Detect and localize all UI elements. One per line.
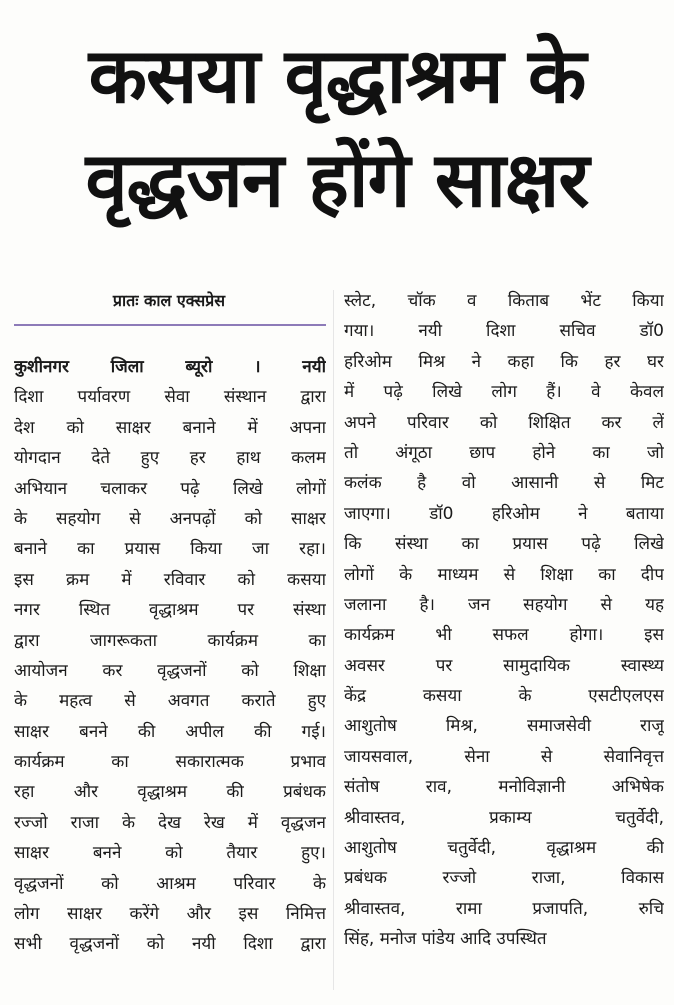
- text-line: अपने परिवार को शिक्षित कर लें: [344, 412, 664, 433]
- text-line: साक्षर बनने को तैयार हुए।: [14, 843, 326, 864]
- text-line: कि संस्था का प्रयास पढ़े लिखे: [344, 534, 664, 555]
- text-line: सभी वृद्धजनों को नयी दिशा द्वारा: [14, 934, 326, 955]
- text-line: [14, 352, 326, 382]
- text-line: नगर स्थित वृद्धाश्रम पर संस्था: [14, 600, 326, 621]
- headline-line-2: वृद्धजन होंगे साक्षर: [85, 135, 589, 224]
- text-line: अभियान चलाकर पढ़े लिखे लोगों: [14, 478, 326, 499]
- text-line: साक्षर बनने की अपील की गई।: [14, 721, 326, 742]
- headline-line-1: कसया वृद्धाश्रम के: [88, 31, 586, 120]
- text-line: के महत्व से अवगत कराते हुए: [14, 691, 326, 712]
- dateline: कुशीनगर जिला ब्यूरो । नयी: [14, 357, 326, 377]
- article-column-left: [14, 352, 326, 960]
- text-line: आशुतोष मिश्र, समाजसेवी राजू: [344, 716, 664, 737]
- article-column-right: [344, 286, 664, 955]
- text-line: जलाना है। जन सहयोग से यह: [344, 594, 664, 615]
- text-line: बनाने का प्रयास किया जा रहा।: [14, 539, 326, 560]
- text-line: रहा और वृद्धाश्रम की प्रबंधक: [14, 782, 326, 803]
- text-line: योगदान देते हुए हर हाथ कलम: [14, 448, 326, 469]
- text-line: श्रीवास्तव, रामा प्रजापति, रुचि: [344, 898, 664, 919]
- text-line: दिशा पर्यावरण सेवा संस्थान द्वारा: [14, 387, 326, 408]
- byline-divider: [14, 324, 326, 326]
- text-line: में पढ़े लिखे लोग हैं। वे केवल: [344, 382, 664, 403]
- text-line: अवसर पर सामुदायिक स्वास्थ्य: [344, 655, 664, 676]
- text-line: कार्यक्रम भी सफल होगा। इस: [344, 625, 664, 646]
- text-line: रज्जो राजा के देख रेख में वृद्धजन: [14, 812, 326, 833]
- text-line: देश को साक्षर बनाने में अपना: [14, 417, 326, 438]
- text-line: हरिओम मिश्र ने कहा कि हर घर: [344, 351, 664, 372]
- text-line: तो अंगूठा छाप होने का जो: [344, 442, 664, 463]
- text-line: वृद्धजनों को आश्रम परिवार के: [14, 873, 326, 894]
- text-line: केंद्र कसया के एसटीएलएस: [344, 686, 664, 707]
- text-line: आयोजन कर वृद्धजनों को शिक्षा: [14, 660, 326, 681]
- text-line: लोग साक्षर करेंगे और इस निमित्त: [14, 904, 326, 925]
- text-line: के सहयोग से अनपढ़ों को साक्षर: [14, 508, 326, 529]
- text-line: कार्यक्रम का सकारात्मक प्रभाव: [14, 752, 326, 773]
- byline: प्रातः काल एक्सप्रेस: [112, 291, 226, 310]
- text-line: आशुतोष चतुर्वेदी, वृद्धाश्रम की: [344, 838, 664, 859]
- text-line: गया। नयी दिशा सचिव डॉ0: [344, 321, 664, 342]
- text-line: स्लेट, चॉक व किताब भेंट किया: [344, 291, 664, 311]
- text-line: जायसवाल, सेना से सेवानिवृत्त: [344, 746, 664, 767]
- text-line: सिंह, मनोज पांडेय आदि उपस्थित: [344, 929, 547, 950]
- column-divider: [333, 290, 334, 990]
- text-line: श्रीवास्तव, प्रकाम्य चतुर्वेदी,: [344, 807, 664, 828]
- text-line: द्वारा जागरूकता कार्यक्रम का: [14, 630, 326, 651]
- text-line: इस क्रम में रविवार को कसया: [14, 569, 326, 590]
- text-line: प्रबंधक रज्जो राजा, विकास: [344, 868, 664, 889]
- text-line: जाएगा। डॉ0 हरिओम ने बताया: [344, 503, 664, 524]
- text-line: संतोष राव, मनोविज्ञानी अभिषेक: [344, 777, 664, 798]
- text-line: कलंक है वो आसानी से मिट: [344, 473, 664, 494]
- text-line: लोगों के माध्यम से शिक्षा का दीप: [344, 564, 664, 585]
